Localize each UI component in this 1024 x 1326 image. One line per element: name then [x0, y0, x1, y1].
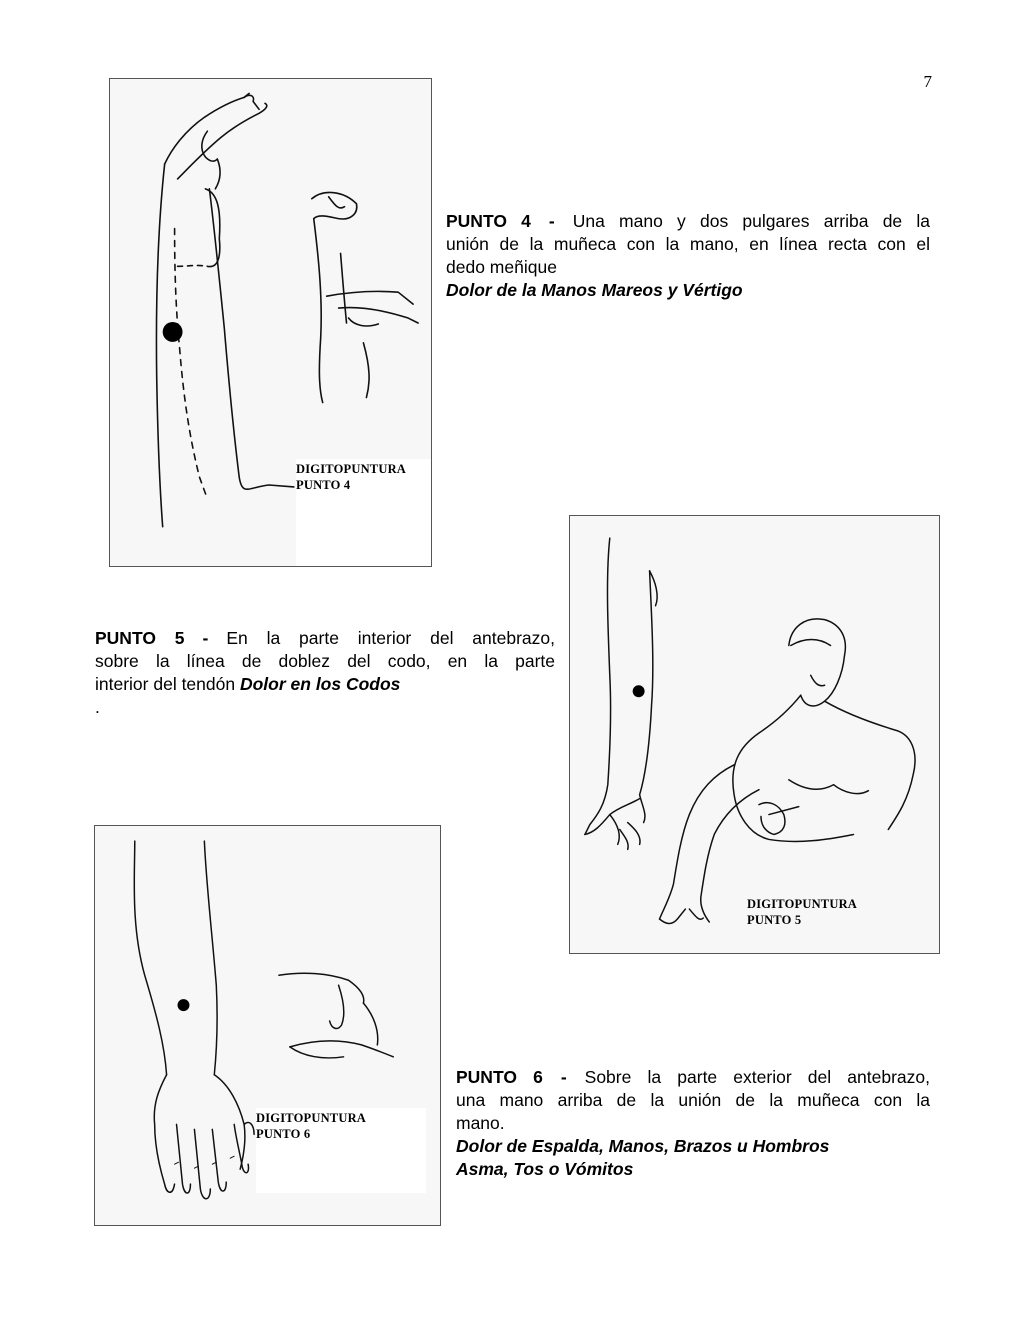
punto-6-line-1-text: Sobre la parte exterior del antebrazo, — [584, 1067, 931, 1087]
punto-5-dash: - — [202, 628, 209, 648]
arm-illustration-punto-5 — [570, 516, 939, 953]
page-number: 7 — [923, 72, 932, 91]
figure-label-line-2: PUNTO 6 — [256, 1127, 311, 1141]
punto-6-line-2: una mano arriba de la unión de la muñeca con la — [456, 1090, 930, 1110]
figure-label-line-1: DIGITOPUNTURA — [747, 897, 858, 911]
punto-6-line-1 — [456, 1066, 930, 1089]
punto-5-line-1-text: En la parte interior del antebrazo, — [226, 628, 555, 648]
figure-label-punto-6 — [256, 1108, 426, 1193]
punto-5-line-1 — [95, 627, 555, 650]
punto-6-symptoms-1: Dolor de Espalda, Manos, Brazos u Hombros — [456, 1136, 830, 1156]
figure-label-line-2: PUNTO 5 — [747, 913, 802, 927]
punto-4-line-1 — [446, 210, 930, 233]
figure-label-line-2: PUNTO 4 — [296, 478, 351, 492]
figure-label-line-1: DIGITOPUNTURA — [296, 462, 407, 476]
punto-5-title: PUNTO 5 — [95, 628, 185, 648]
figure-punto-5 — [569, 515, 940, 954]
text-punto-5 — [95, 627, 555, 719]
acupoint-marker-6 — [178, 999, 190, 1011]
punto-5-line-3-text: interior del tendón — [95, 674, 236, 694]
figure-punto-6 — [94, 825, 441, 1226]
acupoint-marker-4 — [163, 322, 183, 342]
punto-4-line-1-text: Una mano y dos pulgares arriba de la — [572, 211, 931, 231]
punto-6-symptoms-2: Asma, Tos o Vómitos — [456, 1159, 634, 1179]
figure-label-punto-5 — [747, 894, 897, 934]
punto-6-line-3: mano. — [456, 1113, 505, 1133]
figure-label-line-1: DIGITOPUNTURA — [256, 1111, 367, 1125]
punto-4-symptoms: Dolor de la Manos Mareos y Vértigo — [446, 280, 743, 300]
punto-5-line-4: . — [95, 697, 100, 717]
punto-5-symptoms: Dolor en los Codos — [239, 674, 401, 694]
figure-label-punto-4 — [296, 459, 431, 567]
figure-punto-4 — [109, 78, 432, 567]
punto-4-title: PUNTO 4 — [446, 211, 531, 231]
punto-6-dash: - — [560, 1067, 567, 1087]
text-punto-4 — [446, 210, 930, 302]
punto-4-line-2: unión de la muñeca con la mano, en línea recta con el — [446, 234, 930, 254]
acupoint-marker-5 — [633, 685, 645, 697]
text-punto-6 — [456, 1066, 930, 1181]
punto-6-title: PUNTO 6 — [456, 1067, 543, 1087]
punto-4-line-3: dedo meñique — [446, 257, 557, 277]
punto-4-dash: - — [548, 211, 555, 231]
punto-5-line-3 — [95, 673, 555, 696]
punto-5-line-2: sobre la línea de doblez del codo, en la parte — [95, 651, 555, 671]
